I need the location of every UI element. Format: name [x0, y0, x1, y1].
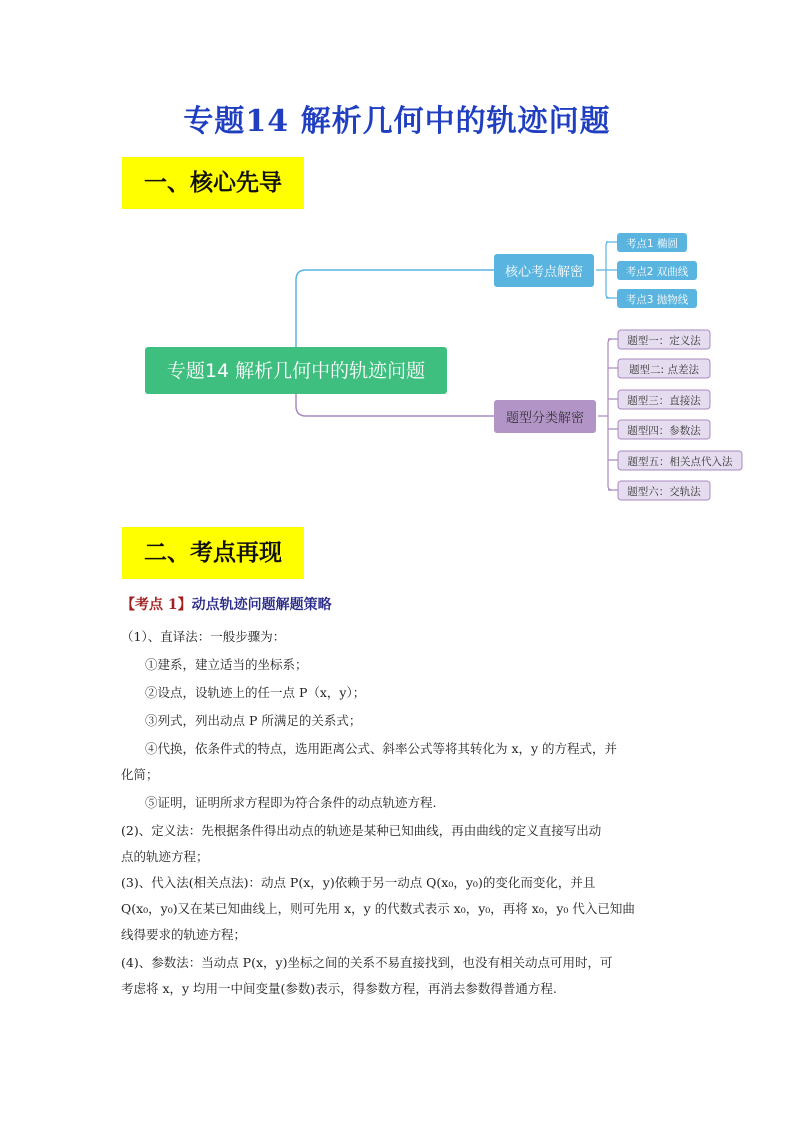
branch2-leaf-label: 题型六：交轨法 [627, 486, 701, 498]
branch2-leaf [618, 420, 710, 439]
branch1-leaf [617, 289, 697, 308]
step-2: ②设点，设轨迹上的任一点 P（x，y）； [145, 685, 366, 700]
branch2-leaf [618, 330, 710, 349]
paragraph-4-cont: 考虑将 x，y 均用一中间变量(参数)表示，得参数方程，再消去参数得普通方程. [121, 981, 557, 996]
branch2-label: 题型分类解密 [505, 411, 585, 426]
branch2-leaf-label: 题型二: 点差法 [629, 364, 699, 376]
paragraph-3: (3)、代入法(相关点法)：动点 P(x，y)依赖于另一动点 Q(x₀，y₀)的变化而变化，并且 [121, 875, 596, 890]
step-1: ①建系，建立适当的坐标系； [145, 657, 308, 672]
branch2-leaf-label: 题型五：相关点代入法 [627, 456, 733, 468]
paragraph-2-cont: 点的轨迹方程； [121, 849, 209, 864]
branch1-bracket [596, 242, 617, 298]
branch1-leaf-label: 考点1 椭圆 [625, 238, 679, 250]
step-5: ⑤证明，证明所求方程即为符合条件的动点轨迹方程. [145, 795, 437, 810]
page-title: 专题14 解析几何中的轨迹问题 [183, 104, 611, 139]
step-4: ④代换，依条件式的特点，选用距离公式、斜率公式等将其转化为 x，y 的方程式，并 [145, 741, 618, 756]
connector-branch1 [296, 270, 494, 347]
branch1-leaf [617, 261, 697, 280]
paragraph-3-cont2: 线得要求的轨迹方程； [121, 927, 247, 942]
section-heading-core-label: 一、核心先导 [144, 169, 282, 196]
branch2-leaf [618, 390, 710, 409]
branch1-label: 核心考点解密 [504, 265, 584, 280]
branch2-leaf [618, 359, 710, 378]
kp1-bracket: 【考点 1】 [121, 597, 192, 613]
paragraph-3-cont: Q(x₀，y₀)又在某已知曲线上，则可先用 x，y 的代数式表示 x₀，y₀，再将 x₀，y₀ 代入已知曲 [121, 901, 635, 916]
kp1-title: 动点轨迹问题解题策略 [191, 597, 332, 613]
branch2-leaf-label: 题型一：定义法 [627, 335, 701, 347]
step-3: ③列式，列出动点 P 所满足的关系式； [145, 713, 362, 728]
section-heading-review [122, 527, 304, 579]
branch2-leaf-label: 题型三：直接法 [627, 395, 701, 407]
branch1-leaf [617, 233, 687, 252]
branch2-leaf [618, 481, 710, 500]
kp1-heading [121, 594, 332, 614]
center-node-label: 专题14 解析几何中的轨迹问题 [166, 360, 426, 382]
branch2-leaf-label: 题型四：参数法 [627, 425, 701, 437]
section-heading-review-label: 二、考点再现 [144, 539, 282, 566]
paragraph-2: (2)、定义法：先根据条件得出动点的轨迹是某种已知曲线，再由曲线的定义直接写出动 [121, 823, 602, 838]
branch1-leaf-label: 考点2 双曲线 [625, 266, 689, 278]
branch2-leaf [618, 451, 742, 470]
mind-map [0, 220, 794, 520]
step-4-cont: 化简； [121, 767, 159, 782]
section-heading-core [122, 157, 304, 209]
branch2-bracket [598, 339, 618, 490]
paragraph-4: (4)、参数法：当动点 P(x，y)坐标之间的关系不易直接找到，也没有相关动点可用时，可 [121, 955, 613, 970]
branch1-leaf-label: 考点3 抛物线 [625, 294, 689, 306]
paragraph-1: （1）、直译法：一般步骤为： [121, 629, 286, 644]
